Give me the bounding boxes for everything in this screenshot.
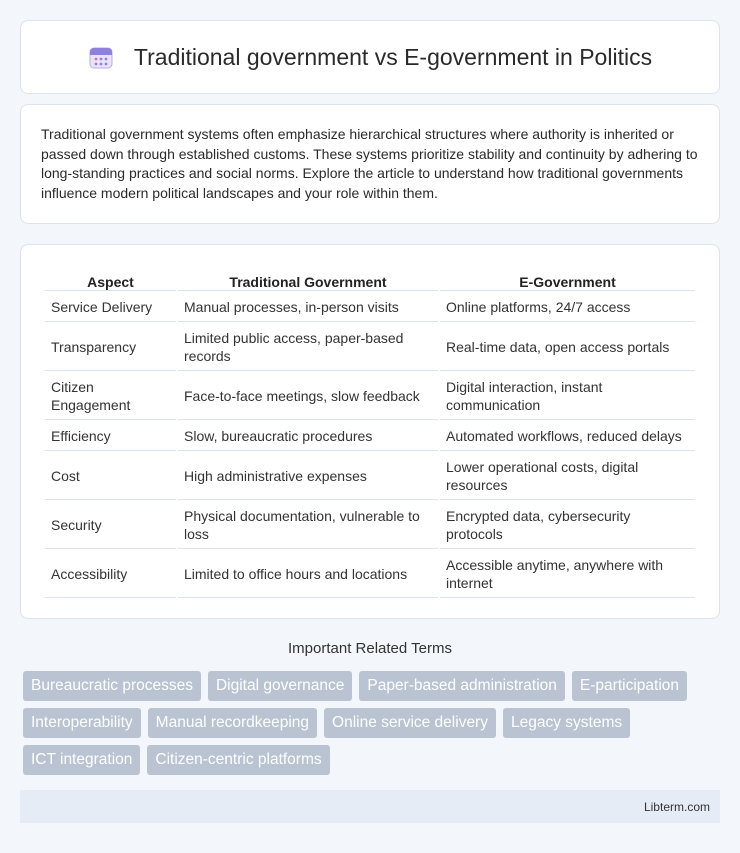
table-cell: Limited public access, paper-based records: [178, 324, 438, 371]
header-egovernment: E-Government: [440, 267, 695, 291]
header-traditional: Traditional Government: [178, 267, 438, 291]
comparison-card: [20, 244, 720, 619]
table-cell: Real-time data, open access portals: [440, 324, 695, 371]
table-cell: Physical documentation, vulnerable to loss: [178, 502, 438, 549]
related-term-tag[interactable]: Paper-based administration: [359, 671, 565, 701]
table-row: [45, 502, 695, 549]
table-cell: Slow, bureaucratic procedures: [178, 422, 438, 451]
table-cell: Service Delivery: [45, 293, 176, 322]
table-cell: Citizen Engagement: [45, 373, 176, 420]
comparison-table: [43, 265, 697, 600]
table-row: [45, 373, 695, 420]
related-term-tag[interactable]: Interoperability: [23, 708, 141, 738]
related-term-tag[interactable]: E-participation: [572, 671, 687, 701]
table-cell: Efficiency: [45, 422, 176, 451]
table-cell: Transparency: [45, 324, 176, 371]
intro-paragraph: Traditional government systems often emphasize hierarchical structures where authority is inherited or passed down through established customs. These systems prioritize stability and continuity by adhering to long-standing practices and social norms. Explore the article to understand how traditional governments influence modern political landscapes and your role within them.: [41, 126, 698, 201]
table-row: [45, 293, 695, 322]
related-term-tag[interactable]: Citizen-centric platforms: [147, 745, 329, 775]
title-card: [20, 20, 720, 94]
table-cell: Face-to-face meetings, slow feedback: [178, 373, 438, 420]
related-terms-list: [23, 671, 723, 775]
table-header-row: [45, 267, 695, 291]
table-cell: Accessibility: [45, 551, 176, 598]
table-cell: Automated workflows, reduced delays: [440, 422, 695, 451]
table-cell: Limited to office hours and locations: [178, 551, 438, 598]
footer: [20, 790, 720, 823]
table-cell: Security: [45, 502, 176, 549]
related-term-tag[interactable]: Bureaucratic processes: [23, 671, 201, 701]
table-cell: High administrative expenses: [178, 453, 438, 500]
table-cell: Accessible anytime, anywhere with internet: [440, 551, 695, 598]
related-term-tag[interactable]: Digital governance: [208, 671, 352, 701]
table-row: [45, 551, 695, 598]
page-title: Traditional government vs E-government in Politics: [133, 43, 653, 70]
table-cell: Online platforms, 24/7 access: [440, 293, 695, 322]
table-cell: Encrypted data, cybersecurity protocols: [440, 502, 695, 549]
related-term-tag[interactable]: Manual recordkeeping: [148, 708, 317, 738]
header-aspect: Aspect: [45, 267, 176, 291]
related-term-tag[interactable]: ICT integration: [23, 745, 140, 775]
calendar-icon: [88, 44, 114, 70]
related-terms-title: Important Related Terms: [288, 640, 452, 657]
table-cell: Cost: [45, 453, 176, 500]
table-row: [45, 422, 695, 451]
table-cell: Lower operational costs, digital resources: [440, 453, 695, 500]
table-row: [45, 453, 695, 500]
related-term-tag[interactable]: Legacy systems: [503, 708, 630, 738]
intro-card: [20, 104, 720, 224]
table-row: [45, 324, 695, 371]
table-cell: Digital interaction, instant communication: [440, 373, 695, 420]
related-term-tag[interactable]: Online service delivery: [324, 708, 496, 738]
footer-site-link[interactable]: Libterm.com: [643, 799, 710, 814]
table-cell: Manual processes, in-person visits: [178, 293, 438, 322]
